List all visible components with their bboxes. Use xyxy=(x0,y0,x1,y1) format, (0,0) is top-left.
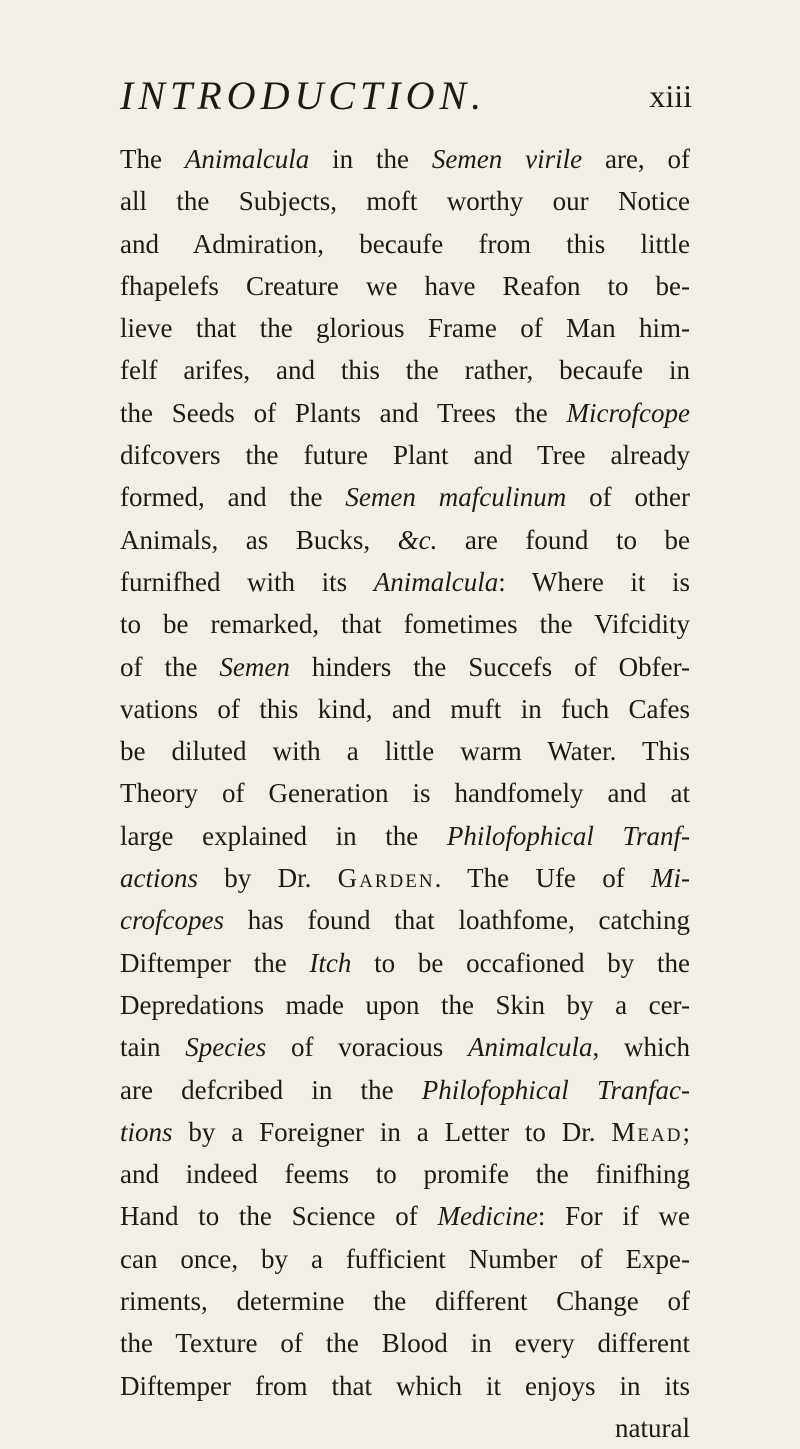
text-segment: furnifhed with its xyxy=(120,566,374,597)
text-segment: actions xyxy=(120,863,198,894)
text-segment: Animals, as Bucks, xyxy=(120,524,398,555)
text-line xyxy=(120,899,690,941)
text-segment: formed, and the xyxy=(120,482,346,513)
text-line xyxy=(120,1238,690,1280)
text-segment: are defcribed in the xyxy=(120,1074,422,1105)
text-line xyxy=(120,307,690,349)
text-line xyxy=(120,223,690,265)
text-line xyxy=(120,349,690,391)
text-line xyxy=(120,476,690,518)
text-line xyxy=(120,1026,690,1068)
text-segment: Animalcula xyxy=(373,566,499,597)
text-segment: Mead xyxy=(611,1116,683,1147)
text-line xyxy=(120,519,690,561)
text-segment: difcovers the future Plant and Tree already xyxy=(120,440,690,471)
text-line xyxy=(120,1069,690,1111)
text-segment: be diluted with a little warm Water. This xyxy=(120,736,690,767)
text-segment: hinders the Succefs of Obfer- xyxy=(289,651,691,682)
text-segment: to be remarked, that fometimes the Vifcidity xyxy=(120,609,690,640)
text-segment: all the Subjects, moft worthy our Notice xyxy=(120,186,690,217)
text-segment: : Where it is xyxy=(498,566,690,597)
text-segment: by a Foreigner in a Letter to Dr. xyxy=(172,1116,612,1147)
text-segment: vations of this kind, and muft in fuch Cafes xyxy=(120,693,690,724)
text-segment: ; xyxy=(682,1116,690,1147)
text-segment: of voracious xyxy=(266,1032,468,1063)
running-title: INTRODUCTION. xyxy=(120,73,487,118)
text-line xyxy=(120,392,690,434)
text-line xyxy=(120,857,690,899)
text-segment: fhapelefs Creature we have Reafon to be- xyxy=(120,270,690,301)
text-line xyxy=(120,772,690,814)
text-segment: &c. xyxy=(397,524,438,555)
text-segment: to be occafioned by the xyxy=(351,947,690,978)
text-segment: Hand to the Science of xyxy=(120,1201,438,1232)
text-segment: has found that loathfome, catching xyxy=(223,905,690,936)
text-segment: are, of xyxy=(582,144,691,174)
text-line xyxy=(120,180,690,222)
text-segment: crofcopes xyxy=(120,905,224,936)
text-segment: and Admiration, becaufe from this little xyxy=(120,228,690,259)
text-segment: Theory of Generation is handfomely and at xyxy=(120,778,690,809)
text-segment: lieve that the glorious Frame of Man him- xyxy=(120,313,690,344)
text-segment: the Seeds of Plants and Trees the xyxy=(120,397,567,428)
text-segment: riments, determine the different Change of xyxy=(120,1286,690,1317)
text-line xyxy=(120,434,690,476)
text-line xyxy=(120,603,690,645)
text-segment: Depredations made upon the Skin by a cer- xyxy=(120,989,690,1020)
text-line xyxy=(120,1365,690,1407)
text-segment: : For if we xyxy=(537,1201,691,1232)
text-segment: of the xyxy=(120,651,220,682)
text-segment: by Dr. xyxy=(198,863,338,894)
text-line xyxy=(120,1195,690,1237)
text-segment: Philofophical Tranfac- xyxy=(421,1074,690,1105)
text-segment: the Texture of the Blood in every different xyxy=(120,1328,690,1359)
running-header xyxy=(0,72,800,122)
text-segment: The xyxy=(120,144,185,174)
text-line xyxy=(120,1322,690,1364)
text-segment: Medicine xyxy=(437,1201,538,1232)
text-line xyxy=(120,1111,690,1153)
text-segment: natural xyxy=(615,1412,690,1443)
text-segment: . The Ufe of xyxy=(434,863,652,894)
text-segment: Microfcope xyxy=(566,397,690,428)
text-segment: large explained in the xyxy=(120,820,447,851)
text-segment: Mi- xyxy=(651,863,690,894)
text-line xyxy=(120,1153,690,1195)
text-line xyxy=(120,138,690,180)
text-line xyxy=(120,265,690,307)
text-line xyxy=(120,688,690,730)
text-segment: Animalcula xyxy=(184,144,310,174)
text-segment: Philofophical Tranf- xyxy=(446,820,690,851)
body-text xyxy=(120,138,690,1449)
text-segment: Species xyxy=(185,1032,267,1063)
text-line xyxy=(120,815,690,857)
text-segment: Garden xyxy=(337,863,435,894)
text-segment: , which xyxy=(592,1032,690,1063)
text-segment: tions xyxy=(120,1116,173,1147)
text-segment: felf arifes, and this the rather, becaufe in xyxy=(120,355,690,386)
text-segment: can once, by a fufficient Number of Expe- xyxy=(120,1243,690,1274)
text-segment: in the xyxy=(309,144,432,174)
text-line xyxy=(120,1280,690,1322)
text-segment: Diftemper from that which it enjoys in its xyxy=(120,1370,690,1401)
text-segment: Diftemper the xyxy=(120,947,310,978)
text-segment: are found to be xyxy=(437,524,690,555)
text-line xyxy=(120,646,690,688)
text-segment: tain xyxy=(120,1032,186,1063)
text-segment: Animalcula xyxy=(468,1032,593,1063)
text-segment: Semen xyxy=(219,651,290,682)
text-segment: Semen virile xyxy=(431,144,583,174)
text-segment: Itch xyxy=(309,947,352,978)
text-line xyxy=(120,984,690,1026)
text-segment: and indeed feems to promife the finifhing xyxy=(120,1159,690,1190)
text-line xyxy=(120,561,690,603)
text-line xyxy=(120,942,690,984)
text-segment: of other xyxy=(566,482,691,513)
text-line xyxy=(120,1407,690,1449)
text-segment: Semen mafculinum xyxy=(345,482,567,513)
page-number: xiii xyxy=(649,78,692,114)
text-line xyxy=(120,730,690,772)
